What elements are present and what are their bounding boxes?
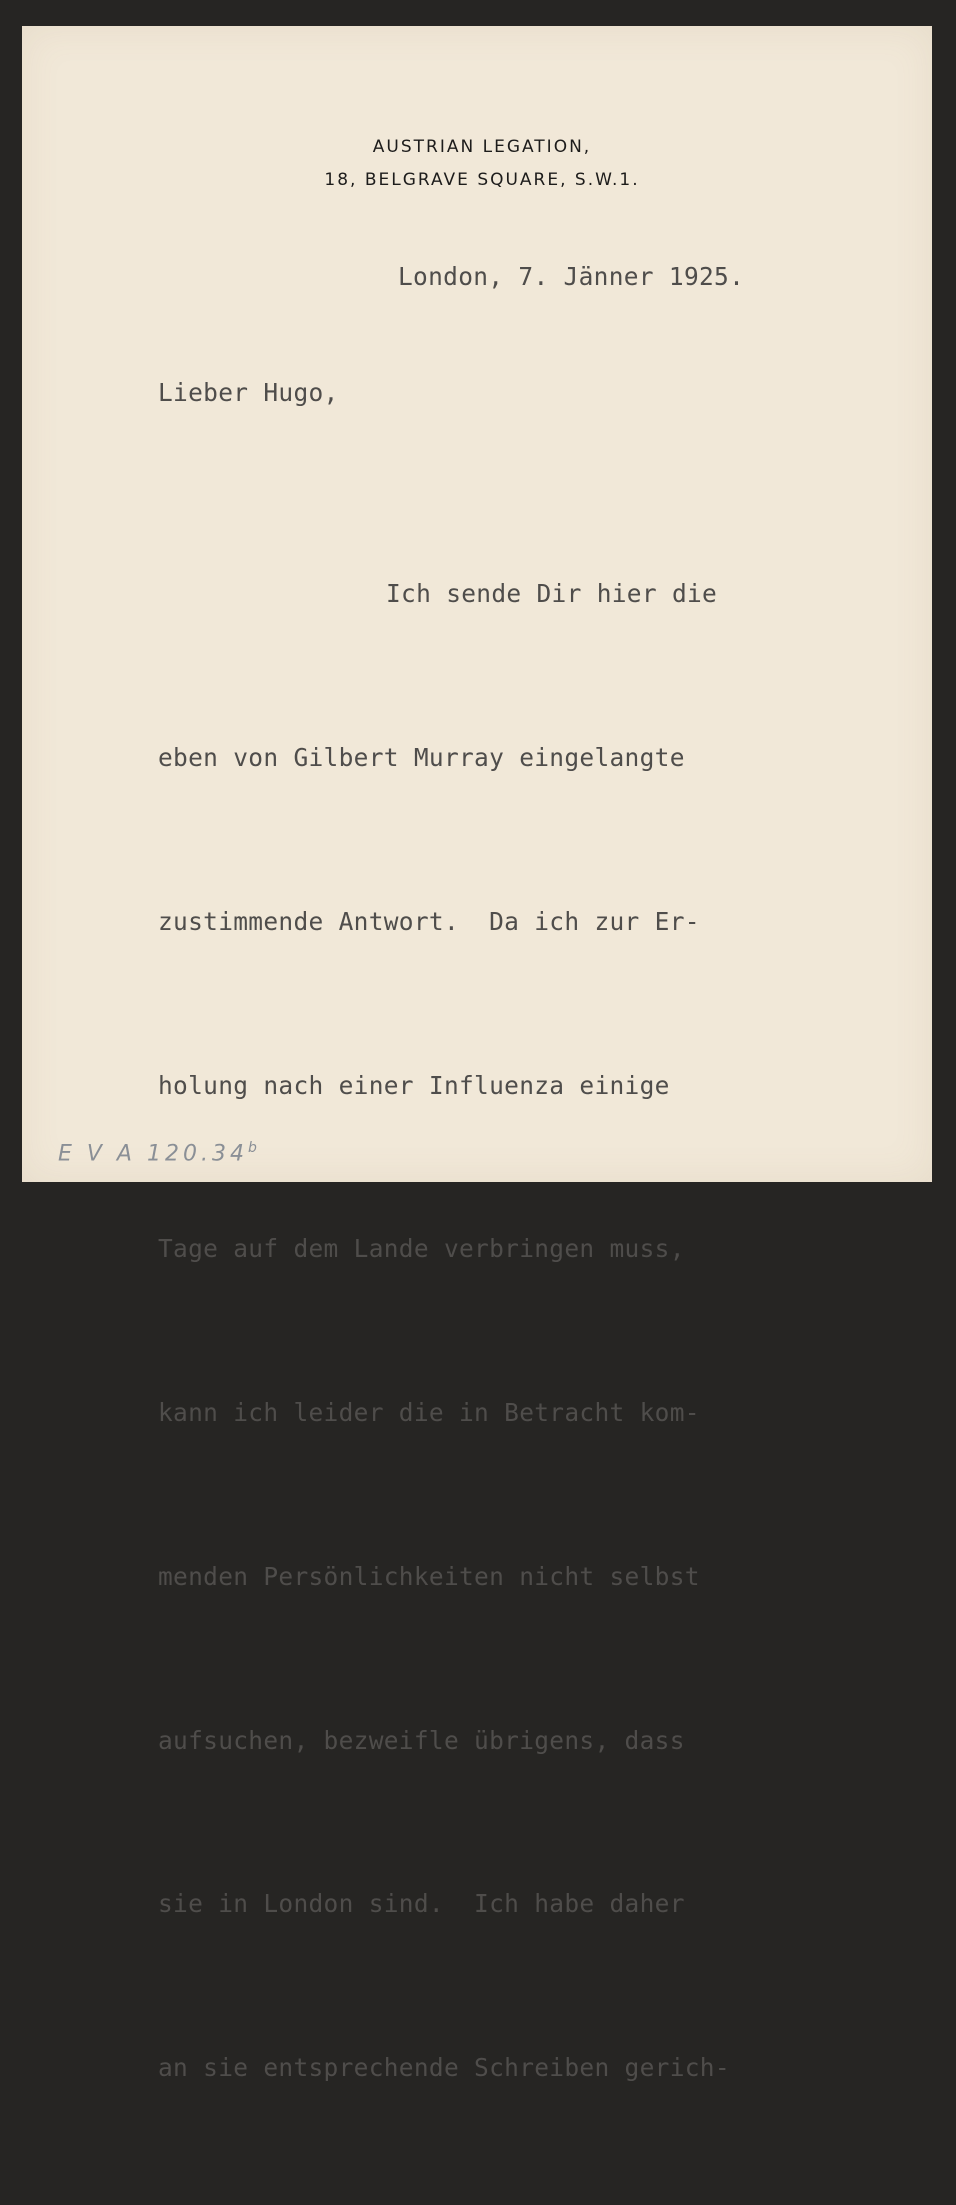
letterhead-line-2: 18, BELGRAVE SQUARE, S.W.1.	[324, 170, 640, 190]
salutation: Lieber Hugo,	[158, 378, 339, 407]
letter-date: London, 7. Jänner 1925.	[398, 262, 745, 291]
archive-signature-text: E V A 120.34	[58, 1141, 248, 1167]
body-line: kann ich leider die in Betracht kom-	[158, 1398, 700, 1428]
body-line: Ich sende Dir hier die	[386, 579, 718, 609]
body-line: zustimmende Antwort. Da ich zur Er-	[158, 906, 700, 936]
body-line: an sie entsprechende Schreiben gerich-	[158, 2053, 730, 2083]
body-line: eben von Gilbert Murray eingelangte	[158, 742, 685, 772]
letter-body	[158, 458, 730, 2205]
archive-signature	[58, 1140, 257, 1166]
body-line: menden Persönlichkeiten nicht selbst	[158, 1561, 700, 1591]
body-line: aufsuchen, bezweifle übrigens, dass	[158, 1725, 685, 1755]
letterhead	[22, 131, 932, 197]
archive-signature-suffix: b	[247, 1140, 257, 1156]
body-line: Tage auf dem Lande verbringen muss,	[158, 1234, 685, 1264]
body-line: sie in London sind. Ich habe daher	[158, 1889, 685, 1919]
body-line: holung nach einer Influenza einige	[158, 1070, 670, 1100]
letterhead-line-1: AUSTRIAN LEGATION,	[372, 137, 592, 157]
letter-sheet	[22, 26, 932, 2083]
